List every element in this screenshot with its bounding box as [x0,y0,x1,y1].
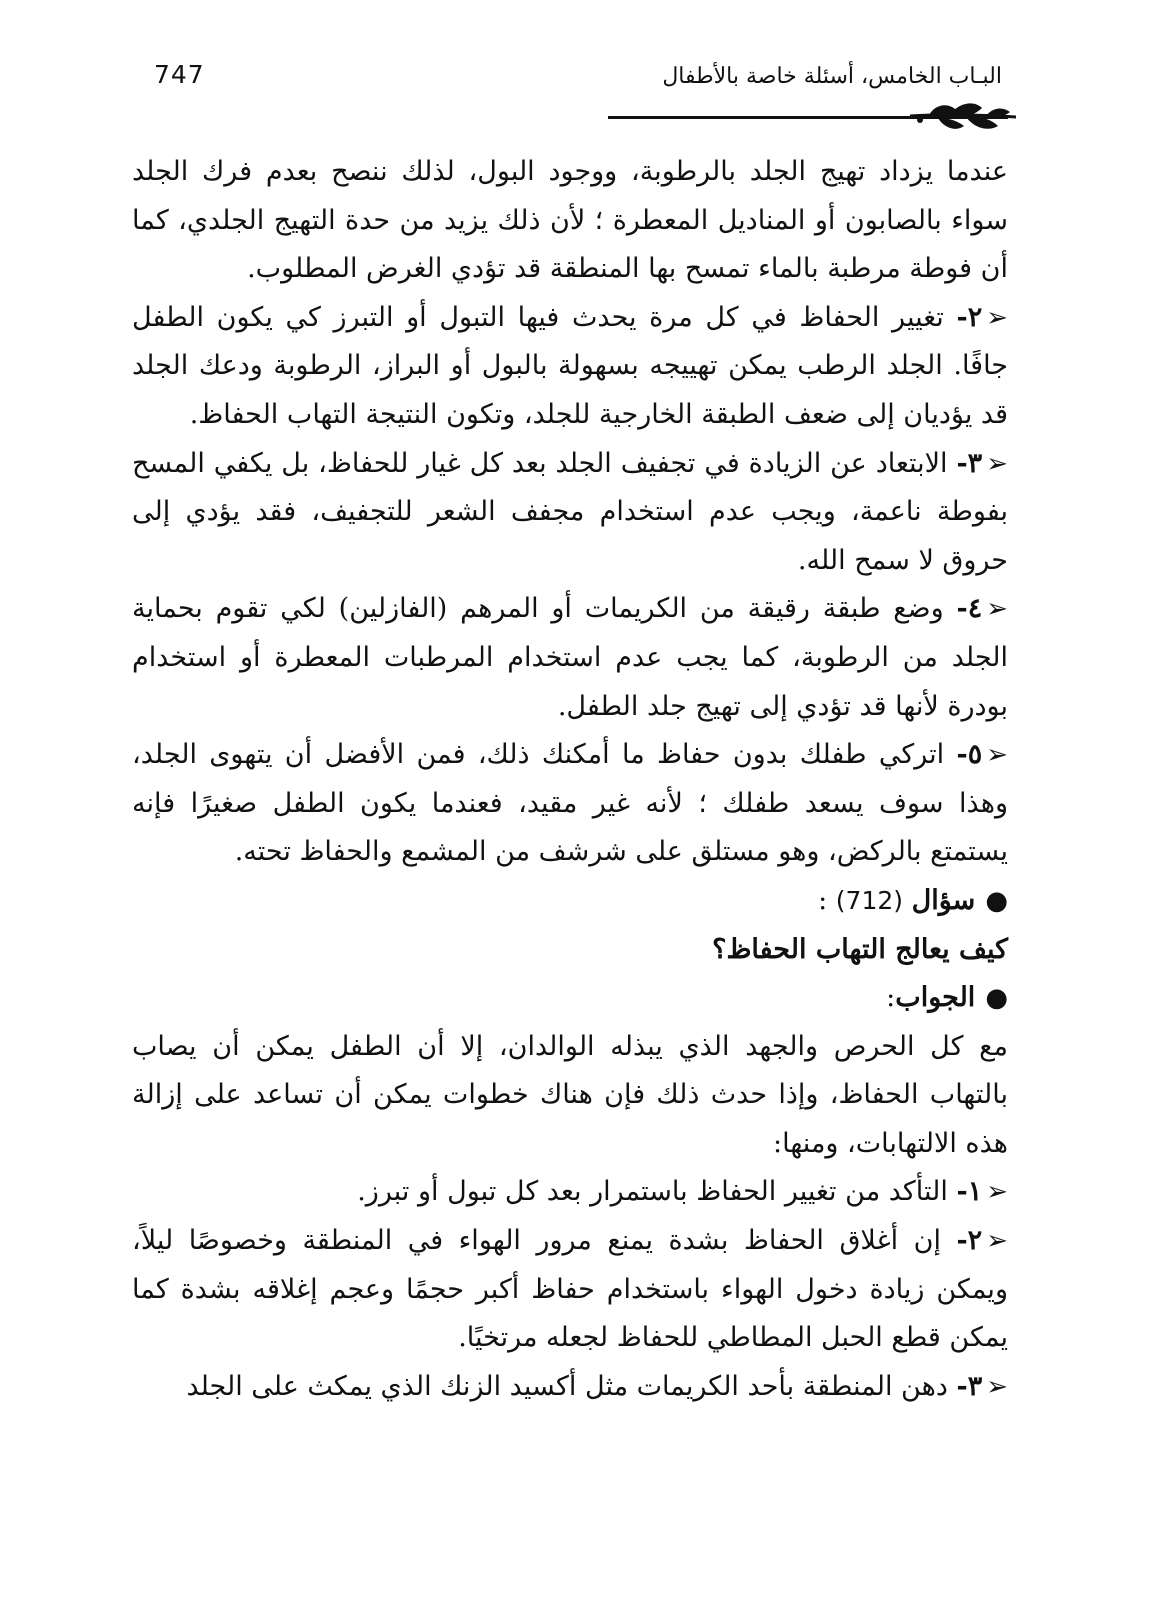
item-number: ٢- [956,301,983,333]
question-heading [132,877,1008,926]
intro-paragraph [132,148,1008,294]
question-number: (712) [835,885,904,915]
item-number: ٣- [956,447,983,479]
leaf-ornament-icon [908,96,1018,138]
question-label: سؤال [911,884,976,916]
page-number: 747 [154,60,205,89]
list-a-item [132,585,1008,731]
answer-label: الجواب [895,982,976,1014]
list-a-item [132,294,1008,440]
answer-intro-paragraph [132,1023,1008,1169]
arrowhead-bullet-icon: ➢ [986,448,1008,479]
question-text-paragraph [132,926,1008,975]
item-number: ٤- [956,593,983,625]
item-text: الابتعاد عن الزيادة في تجفيف الجلد بعد كل غيار للحفاظ، بل يكفي المسح بفوطة ناعمة، ويجب عدم استخدام مجفف الشعر للتجفيف، فقد يؤدي إلى حروق لا سمح الله. [132,447,1008,576]
item-text: اتركي طفلك بدون حفاظ ما أمكنك ذلك، فمن الأفضل أن يتهوى الجلد، وهذا سوف يسعد طفلك ؛ لأنه غير مقيد، فعندما يكون الطفل صغيرًا فإنه يستمتع بالركض، وهو مستلق على شرشف من المشمع والحفاظ تحته. [132,739,1008,868]
apple-icon: ● [985,983,1008,1014]
item-number: ٢- [956,1225,983,1257]
arrowhead-bullet-icon: ➢ [986,594,1008,625]
running-header [140,58,1002,98]
item-number: ٥- [956,739,983,771]
list-a-item [132,731,1008,877]
question-text: كيف يعالج التهاب الحفاظ؟ [712,933,1008,965]
list-a-item [132,440,1008,586]
item-text: التأكد من تغيير الحفاظ باستمرار بعد كل تبول أو تبرز. [357,1176,948,1208]
item-number: ١- [956,1176,983,1208]
item-text: دهن المنطقة بأحد الكريمات مثل أكسيد الزنك الذي يمكث على الجلد [186,1370,948,1402]
arrowhead-bullet-icon: ➢ [986,740,1008,771]
answer-intro-text: مع كل الحرص والجهد الذي يبذله الوالدان، إلا أن الطفل يمكن أن يصاب بالتهاب الحفاظ، وإذا حدث ذلك فإن هناك خطوات يمكن أن تساعد على إزالة هذه الالتهابات، ومنها: [132,1030,1008,1159]
answer-suffix: : [886,982,896,1014]
question-suffix: : [818,884,828,916]
item-text: تغيير الحفاظ في كل مرة يحدث فيها التبول أو التبرز كي يكون الطفل جافًا. الجلد الرطب يمكن تهييجه بسهولة بالبول أو البراز، الرطوبة ودعك الجلد قد يؤديان إلى ضعف الطبقة الخارجية للجلد، وتكون النتيجة التهاب الحفاظ. [132,301,1008,430]
chapter-title: البـاب الخامس، أسئلة خاصة بالأطفال [662,64,1002,89]
arrowhead-bullet-icon: ➢ [986,302,1008,333]
item-text: وضع طبقة رقيقة من الكريمات أو المرهم (الفازلين) لكي تقوم بحماية الجلد من الرطوبة، كما يجب عدم استخدام المرطبات المعطرة أو استخدام بودرة لأنها قد تؤدي إلى تهيج جلد الطفل. [132,593,1008,722]
body-text [132,148,1008,1411]
item-number: ٣- [956,1370,983,1402]
item-text: إن أغلاق الحفاظ بشدة يمنع مرور الهواء في المنطقة وخصوصًا ليلاً، ويمكن زيادة دخول الهواء باستخدام حفاظ أكبر حجمًا وعجم إغلاقه بشدة كما يمكن قطع الحبل المطاطي للحفاظ لجعله مرتخيًا. [132,1225,1008,1354]
list-b-item [132,1363,1008,1412]
list-b-item [132,1168,1008,1217]
apple-icon: ● [985,885,1008,916]
arrowhead-bullet-icon: ➢ [986,1371,1008,1402]
arrowhead-bullet-icon: ➢ [986,1226,1008,1257]
list-b-item [132,1217,1008,1363]
arrowhead-bullet-icon: ➢ [986,1177,1008,1208]
intro-text: عندما يزداد تهيج الجلد بالرطوبة، ووجود البول، لذلك ننصح بعدم فرك الجلد سواء بالصابون أو المناديل المعطرة ؛ لأن ذلك يزيد من حدة التهيج الجلدي، كما أن فوطة مرطبة بالماء تمسح بها المنطقة قد تؤدي الغرض المطلوب. [132,156,1008,285]
answer-heading [132,974,1008,1023]
